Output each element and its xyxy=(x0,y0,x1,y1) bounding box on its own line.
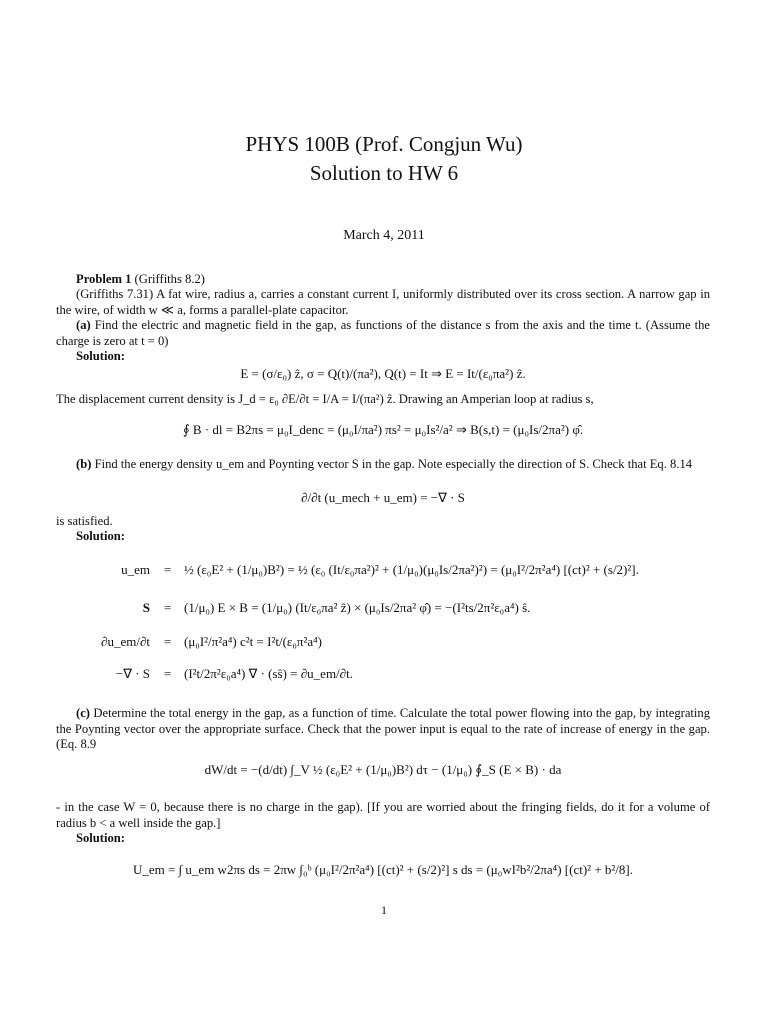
part-a-label: (a) xyxy=(76,318,91,332)
displacement-current-text: The displacement current density is J_d = ε₀ ∂E/∂t = I/A = I/(πa²) ẑ. Drawing an Amperian loop at radius s, xyxy=(56,392,594,406)
equation-a1: E = (σ/ε₀) ẑ, σ = Q(t)/(πa²), Q(t) = It ⇒ E = It/(ε₀πa²) ẑ. xyxy=(240,366,526,381)
eq-b-rhs-4: (I²t/2π²ε₀a⁴) ∇ · (sŝ) = ∂u_em/∂t. xyxy=(184,666,353,681)
eq-b-lhs-2: S xyxy=(142,600,150,615)
case-text: - in the case W = 0, because there is no charge in the gap). [If you are worried about the fringing fields, do it for a volume of radius b < a well inside the gap.] xyxy=(56,800,710,830)
eq-b-equals-4: = xyxy=(164,666,172,681)
title-line-1: PHYS 100B (Prof. Congjun Wu) xyxy=(245,132,523,156)
title-line-2: Solution to HW 6 xyxy=(309,161,459,185)
document-date: March 4, 2011 xyxy=(343,228,425,243)
equation-c1: dW/dt = −(d/dt) ∫_V ½ (ε₀E² + (1/μ₀)B²) dτ − (1/μ₀) ∮_S (E × B) · da xyxy=(204,762,562,777)
equation-b0: ∂/∂t (u_mech + u_em) = −∇ · S xyxy=(301,490,465,505)
eq-b-rhs-3: (μ₀I²/π²a⁴) c²t = I²t/(ε₀π²a⁴) xyxy=(184,634,322,649)
document-title xyxy=(0,130,768,188)
part-c-question xyxy=(56,706,710,753)
page-number: 1 xyxy=(381,903,387,917)
part-b-label: (b) xyxy=(76,457,92,471)
part-a-question xyxy=(56,318,710,349)
eq-b-equals-2: = xyxy=(164,600,172,615)
eq-b-lhs-3: ∂u_em/∂t xyxy=(101,634,150,649)
problem-reference: (Griffiths 8.2) xyxy=(134,272,205,286)
eq-b-rhs-2: (1/μ₀) E × B = (1/μ₀) (It/ε₀πa² ẑ) × (μ₀Is/2πa² φ̂) = −(I²ts/2π²ε₀a⁴) ŝ. xyxy=(184,600,531,615)
eq-b-equals-1: = xyxy=(164,562,172,577)
problem-statement: (Griffiths 7.31) A fat wire, radius a, carries a constant current I, uniformly distributed over its cross section. A narrow gap in the wire, of width w ≪ a, forms a parallel-plate capacitor. xyxy=(56,287,710,317)
eq-b-rhs-1: ½ (ε₀E² + (1/μ₀)B²) = ½ (ε₀ (It/ε₀πa²)² + (1/μ₀)(μ₀Is/2πa²)²) = (μ₀I²/2π²a⁴) [(ct)² + (s/2)²]. xyxy=(184,562,639,577)
part-c-text: Determine the total energy in the gap, as a function of time. Calculate the total power flowing into the gap, by integrating the Poynting vector over the appropriate surface. Check that the power input is equal to the rate of increase of energy in the gap. (Eq. 8.9 xyxy=(56,706,710,751)
problem-label: Problem 1 xyxy=(76,272,132,286)
eq-b-lhs-4: −∇ · S xyxy=(115,666,150,681)
solution-c-label: Solution: xyxy=(76,831,125,845)
equation-a2: ∮ B · dl = B2πs = μ₀I_denc = (μ₀I/πa²) πs² = μ₀Is²/a² ⇒ B(s,t) = (μ₀Is/2πa²) φ̂. xyxy=(182,422,584,437)
equation-c2: U_em = ∫ u_em w2πs ds = 2πw ∫₀ᵇ (μ₀I²/2π²a⁴) [(ct)² + (s/2)²] s ds = (μ₀wI²b²/2πa⁴) [(ct)² + b²/8]. xyxy=(133,862,633,877)
part-a-text: Find the electric and magnetic field in the gap, as functions of the distance s from the axis and the time t. (Assume the charge is zero at t = 0) xyxy=(56,318,710,348)
solution-b-label: Solution: xyxy=(76,529,125,543)
part-b-question xyxy=(56,457,710,473)
eq-b-lhs-1: u_em xyxy=(121,562,150,577)
part-c-label: (c) xyxy=(76,706,90,720)
part-b-text: Find the energy density u_em and Poynting vector S in the gap. Note especially the direction of S. Check that Eq. 8.14 xyxy=(94,457,693,471)
solution-a-label: Solution: xyxy=(76,349,125,363)
problem-heading xyxy=(56,272,710,288)
satisfied-text: is satisfied. xyxy=(56,514,113,528)
eq-b-equals-3: = xyxy=(164,634,172,649)
